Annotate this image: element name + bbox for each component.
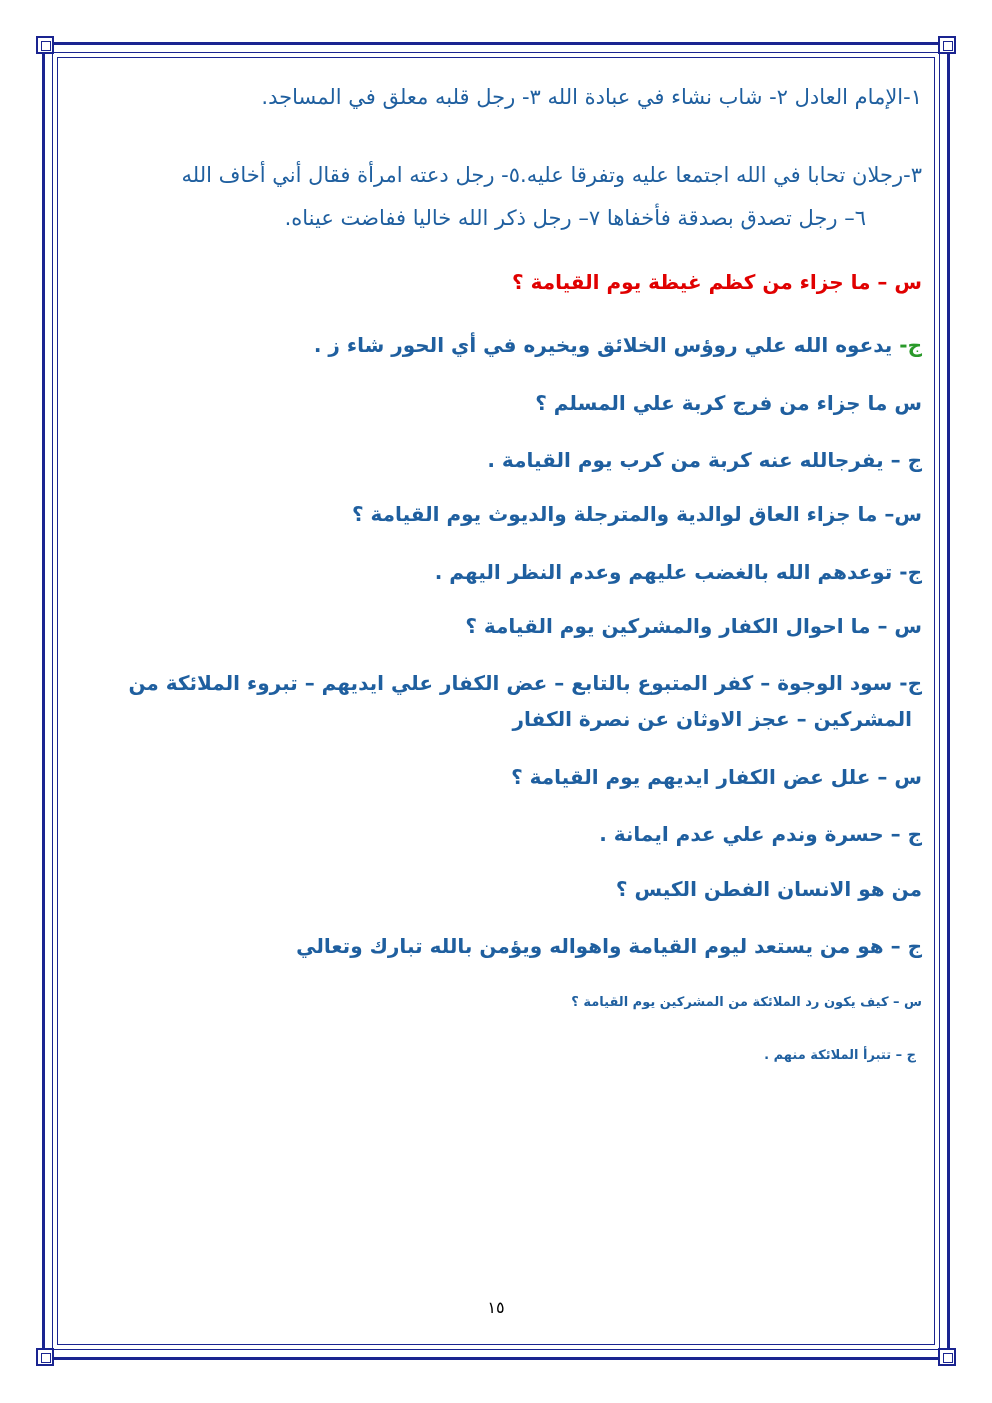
question-3: س– ما جزاء العاق لوالدية والمترجلة والديوث يوم القيامة ؟ [351, 502, 922, 526]
question-5: س – علل عض الكفار ايديهم يوم القيامة ؟ [511, 765, 922, 789]
answer-1-text: يدعوه الله علي روؤس الخلائق ويخيره في أي الحور شاء ز . [313, 333, 893, 357]
answer-6: ج – هو من يستعد ليوم القيامة واهواله ويؤمن بالله تبارك وتعالي [296, 934, 922, 958]
corner-ornament-top-left [36, 36, 54, 54]
answer-5: ج – حسرة وندم علي عدم ايمانة . [599, 822, 922, 846]
list-line-1: ١-الإمام العادل ٢- شاب نشاء في عبادة الله ٣- رجل قلبه معلق في المساجد. [261, 85, 922, 109]
question-1-prefix: س – [870, 270, 922, 294]
question-4: س – ما احوال الكفار والمشركين يوم القيامة ؟ [465, 614, 922, 638]
answer-1-prefix: ج- [892, 333, 922, 357]
corner-ornament-bottom-right [938, 1348, 956, 1366]
question-6: من هو الانسان الفطن الكيس ؟ [615, 877, 922, 901]
corner-ornament-bottom-left [36, 1348, 54, 1366]
answer-2: ج – يفرجالله عنه كربة من كرب يوم القيامة . [487, 448, 922, 472]
page-number: ١٥ [487, 1298, 505, 1317]
answer-1 [314, 333, 922, 357]
question-7: س – كيف يكون رد الملائكة من المشركين يوم القيامة ؟ [571, 995, 922, 1010]
list-line-3: ٦– رجل تصدق بصدقة فأخفاها ٧– رجل ذكر الله خاليا ففاضت عيناه. [284, 206, 866, 230]
list-line-2: ٣-رجلان تحابا في الله اجتمعا عليه وتفرقا عليه.٥- رجل دعته امرأة فقال أني أخاف الله [181, 163, 922, 187]
answer-4-line-2: المشركين – عجز الاوثان عن نصرة الكفار [512, 707, 912, 731]
corner-ornament-top-right [938, 36, 956, 54]
question-1-text: ما جزاء من كظم غيظة يوم القيامة ؟ [512, 270, 871, 294]
question-2: س ما جزاء من فرج كربة علي المسلم ؟ [535, 391, 922, 415]
answer-3: ج- توعدهم الله بالغضب عليهم وعدم النظر اليهم . [434, 560, 922, 584]
answer-7: ج – تتبرأ الملائكة منهم . [764, 1048, 916, 1063]
question-1 [512, 270, 922, 294]
page-content [70, 0, 926, 1403]
answer-4-line-1: ج- سود الوجوة – كفر المتبوع بالتابع – عض الكفار علي ايديهم – تبروء الملائكة من [128, 671, 922, 695]
